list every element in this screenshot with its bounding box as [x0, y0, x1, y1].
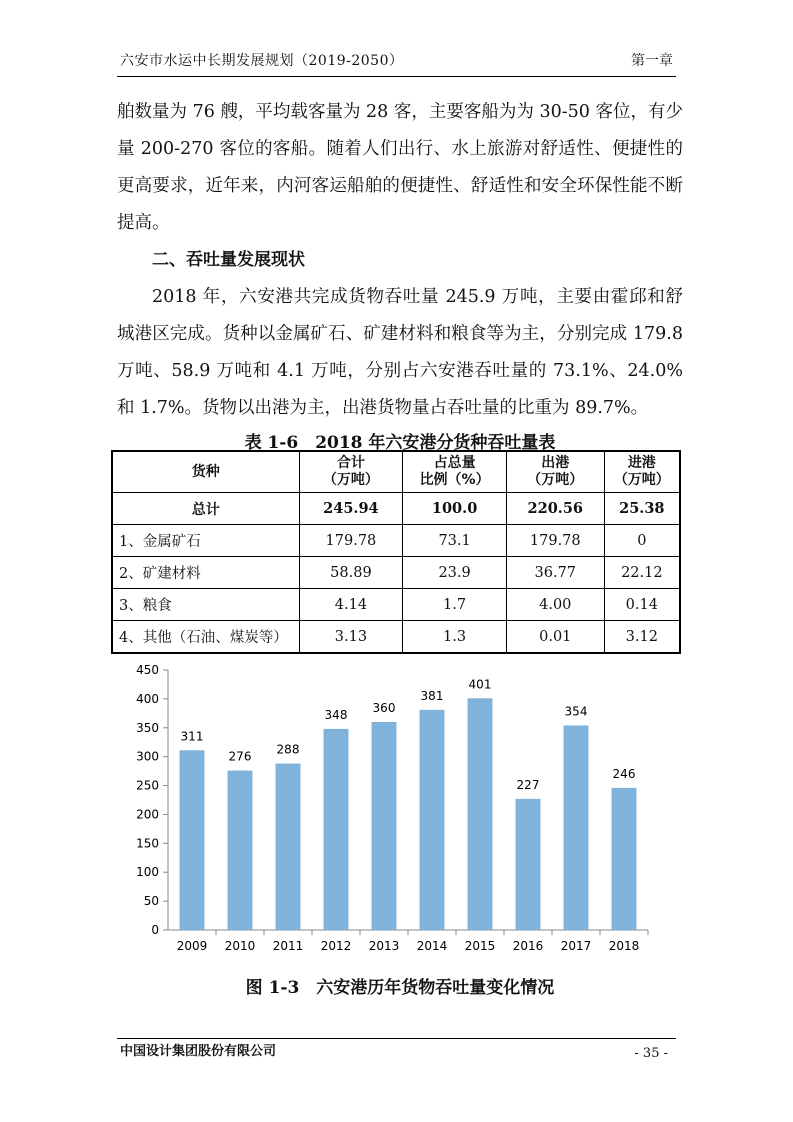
section-heading: 二、吞吐量发展现状: [152, 250, 305, 270]
table-cell: 25.38: [604, 493, 680, 525]
col-header-cargo-type: 货种: [112, 451, 299, 493]
chapter-label: 第一章: [631, 53, 673, 69]
table-cell: 2、矿建材料: [112, 557, 299, 589]
table-cell: 0: [604, 525, 680, 557]
data-label: 401: [468, 677, 492, 692]
data-label: 354: [564, 704, 588, 719]
y-tick-label: 100: [136, 865, 159, 880]
footer-divider: [117, 1038, 676, 1039]
bar: [612, 788, 637, 930]
table-header-row: [112, 451, 680, 493]
table-cell: 0.01: [506, 621, 604, 654]
y-tick-label: 200: [136, 807, 159, 822]
table-cell: 220.56: [506, 493, 604, 525]
y-tick-label: 0: [151, 923, 159, 937]
header-divider: [117, 76, 676, 77]
x-tick-label: 2017: [560, 939, 592, 953]
x-tick-label: 2010: [224, 939, 256, 953]
table-cell: 4.00: [506, 589, 604, 621]
bar: [228, 771, 253, 930]
table-cell: 245.94: [299, 493, 403, 525]
table-cell: 3.12: [604, 621, 680, 654]
table-cell: 4.14: [299, 589, 403, 621]
paragraph-passenger-ships: 舶数量为 76 艘，平均载客量为 28 客，主要客船为为 30-50 客位，有少量 200-270 客位的客船。随着人们出行、水上旅游对舒适性、便捷性的更高要求，近年来，内河客运船舶的便捷性、舒适性和安全环保性能不断提高。: [117, 102, 683, 233]
data-label: 227: [516, 777, 540, 792]
bar: [372, 722, 397, 930]
table-cell: 总计: [112, 493, 299, 525]
x-tick-label: 2016: [512, 939, 544, 953]
data-label: 246: [612, 766, 636, 781]
table-cell: 73.1: [403, 525, 507, 557]
table-cell: 1.3: [403, 621, 507, 654]
table-cell: 3.13: [299, 621, 403, 654]
table-row: [112, 557, 680, 589]
company-name: 中国设计集团股份有限公司: [120, 1044, 277, 1059]
data-label: 276: [228, 749, 252, 764]
document-title: 六安市水运中长期发展规划（2019-2050）: [120, 53, 404, 69]
table-cell: 4、其他（石油、煤炭等）: [112, 621, 299, 654]
table-row: [112, 621, 680, 654]
paragraph-throughput: 2018 年，六安港共完成货物吞吐量 245.9 万吨，主要由霍邱和舒城港区完成。货种以金属矿石、矿建材料和粮食等为主，分别完成 179.8 万吨、58.9 万吨和 4.1 万吨，分别占六安港吞吐量的 73.1%、24.0% 和 1.7%。货物以出港为主，出港货物量占吞吐量的比重为 89.7%。: [117, 287, 683, 418]
y-tick-label: 300: [136, 749, 159, 764]
x-tick-label: 2011: [272, 939, 304, 953]
data-label: 360: [372, 701, 396, 715]
table-row: [112, 493, 680, 525]
data-label: 381: [420, 688, 444, 703]
bar: [468, 698, 493, 930]
table-cell: 179.78: [299, 525, 403, 557]
x-tick-label: 2015: [464, 939, 496, 953]
x-tick-label: 2018: [608, 939, 640, 953]
page-number: - 35 -: [634, 1046, 668, 1061]
table-row: [112, 589, 680, 621]
x-tick-label: 2013: [368, 939, 400, 953]
y-tick-label: 150: [136, 836, 159, 851]
table-cell: 58.89: [299, 557, 403, 589]
data-label: 288: [276, 742, 300, 757]
y-tick-label: 350: [136, 720, 159, 735]
col-header-inbound: 进港 （万吨）: [604, 451, 680, 493]
bar: [180, 750, 205, 930]
x-tick-label: 2012: [320, 939, 352, 953]
bar: [276, 764, 301, 930]
x-tick-label: 2009: [176, 939, 208, 953]
table-title: 表 1-6 2018 年六安港分货种吞吐量表: [244, 433, 556, 453]
throughput-bar-chart: [120, 658, 660, 958]
table-cell: 36.77: [506, 557, 604, 589]
bar: [516, 799, 541, 930]
data-label: 311: [180, 729, 204, 744]
x-tick-label: 2014: [416, 939, 448, 953]
body-text-block: [117, 94, 683, 427]
bar: [420, 710, 445, 930]
col-header-share: 占总量 比例（%）: [403, 451, 507, 493]
table-cell: 22.12: [604, 557, 680, 589]
col-header-total: 合计 （万吨）: [299, 451, 403, 493]
figure-caption: 图 1-3 六安港历年货物吞吐量变化情况: [245, 978, 555, 998]
table-cell: 100.0: [403, 493, 507, 525]
col-header-outbound: 出港 （万吨）: [506, 451, 604, 493]
table-cell: 1、金属矿石: [112, 525, 299, 557]
table-cell: 0.14: [604, 589, 680, 621]
y-tick-label: 50: [143, 894, 159, 909]
bar: [324, 729, 349, 930]
y-tick-label: 400: [136, 691, 159, 706]
table-cell: 23.9: [403, 557, 507, 589]
y-tick-label: 450: [136, 663, 159, 677]
table-cell: 3、粮食: [112, 589, 299, 621]
data-label: 348: [324, 707, 348, 722]
table-cell: 179.78: [506, 525, 604, 557]
table-row: [112, 525, 680, 557]
y-tick-label: 250: [136, 778, 159, 793]
bar: [564, 725, 589, 930]
table-cell: 1.7: [403, 589, 507, 621]
cargo-throughput-table: [111, 450, 681, 654]
